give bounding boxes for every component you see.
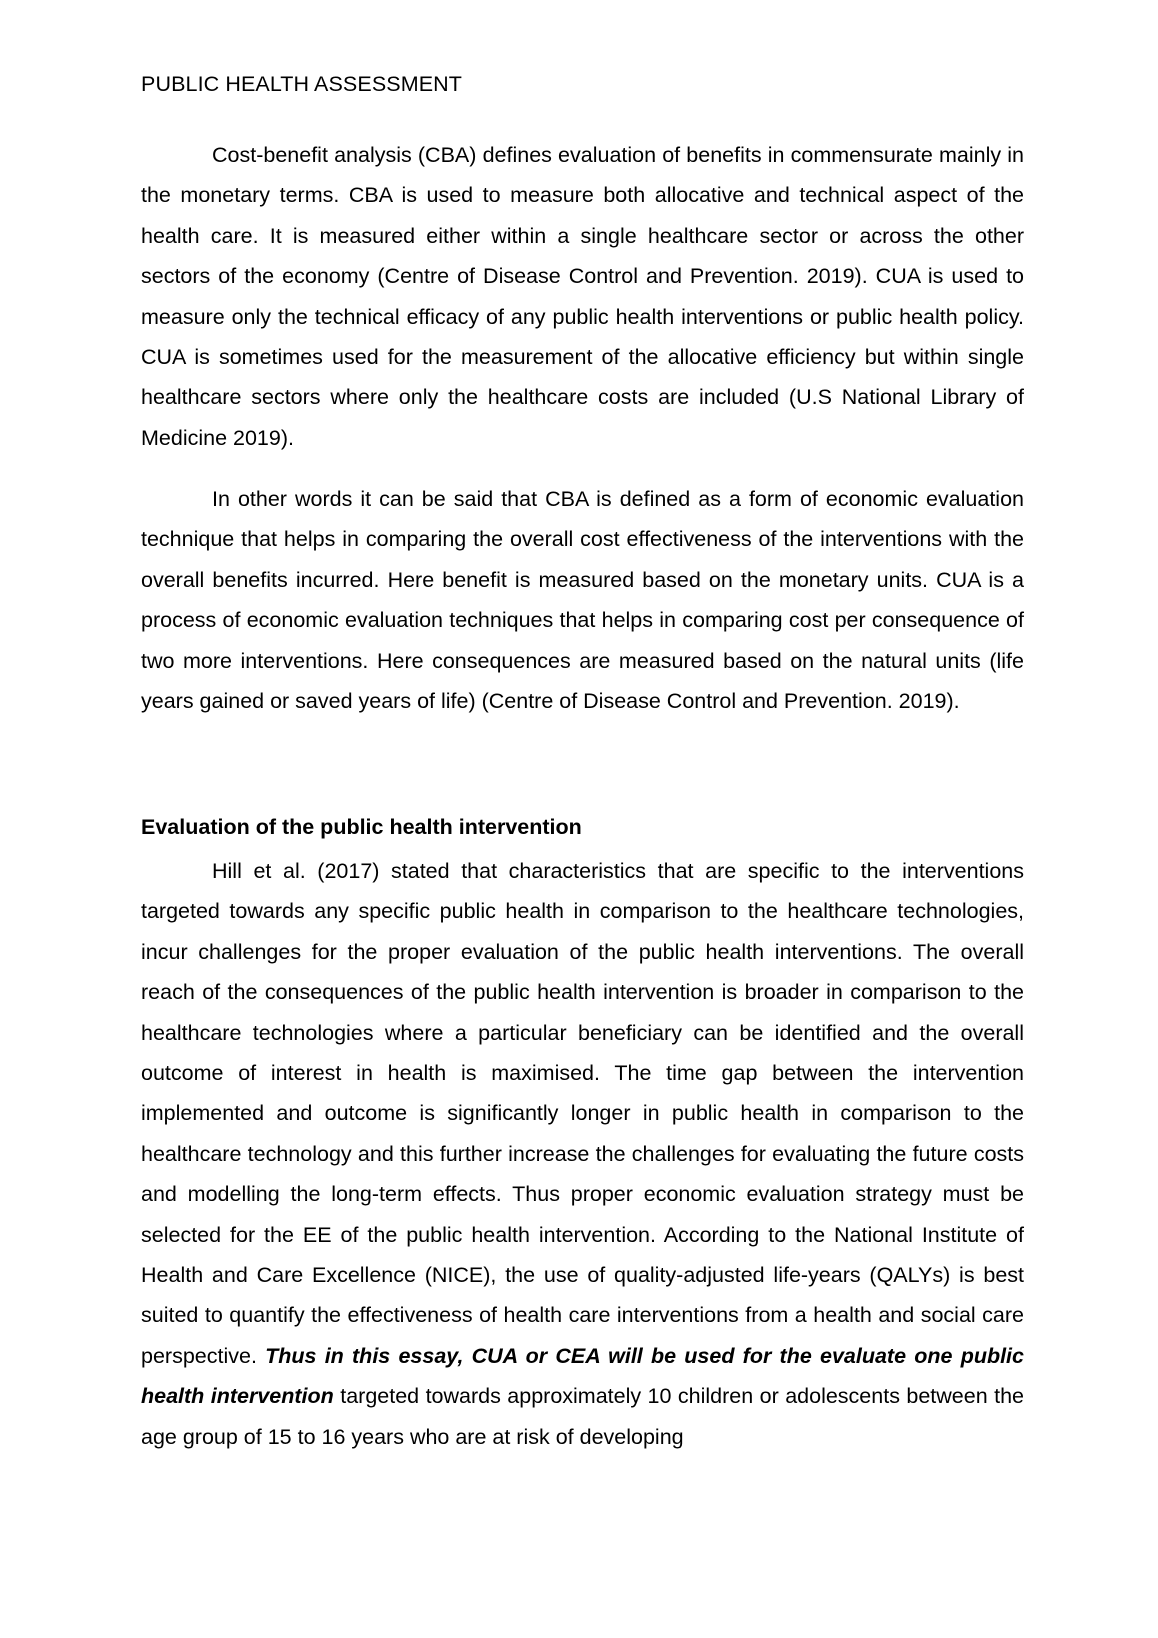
paragraph-evaluation bbox=[141, 851, 1024, 1457]
paragraph-text-start: Hill et al. (2017) stated that characteristics that are specific to the interventions targeted towards any specific public health in comparison to the healthcare technologies, incur challenges for the proper evaluation of the public health interventions. The overall reach of the consequences of the public health intervention is broader in comparison to the healthcare technologies where a particular beneficiary can be identified and the overall outcome of interest in health is maximised. The time gap between the intervention implemented and outcome is significantly longer in public health in comparison to the healthcare technology and this further increase the challenges for evaluating the future costs and modelling the long-term effects. Thus proper economic evaluation strategy must be selected for the EE of the public health intervention. According to the National Institute of Health and Care Excellence (NICE), the use of quality-adjusted life-years (QALYs) is best suited to quantify the effectiveness of health care interventions from a health and social care perspective. bbox=[141, 859, 1024, 1368]
emphasized-statement: Thus in this essay, CUA or CEA will be used for the evaluate one public health intervention bbox=[141, 1343, 1024, 1409]
section-heading: Evaluation of the public health intervention bbox=[141, 815, 582, 839]
paragraph-text bbox=[141, 851, 1024, 1457]
running-header: PUBLIC HEALTH ASSESSMENT bbox=[141, 72, 463, 96]
paragraph-text: Cost-benefit analysis (CBA) defines evaluation of benefits in commensurate mainly in the monetary terms. CBA is used to measure both allocative and technical aspect of the health care. It is measured either within a single healthcare sector or across the other sectors of the economy (Centre of Disease Control and Prevention. 2019). CUA is used to measure only the technical efficacy of any public health interventions or public health policy. CUA is sometimes used for the measurement of the allocative efficiency but within single healthcare sectors where only the healthcare costs are included (U.S National Library of Medicine 2019). bbox=[141, 143, 1024, 450]
paragraph-text-end: targeted towards approximately 10 children or adolescents between the age group of 15 to 16 years who are at risk of developing bbox=[141, 1384, 1024, 1449]
paragraph-text: In other words it can be said that CBA is defined as a form of economic evaluation technique that helps in comparing the overall cost effectiveness of the interventions with the overall benefits incurred. Here benefit is measured based on the monetary units. CUA is a process of economic evaluation techniques that helps in comparing cost per consequence of two more interventions. Here consequences are measured based on the natural units (life years gained or saved years of life) (Centre of Disease Control and Prevention. 2019). bbox=[141, 487, 1024, 714]
paragraph-cba-definition bbox=[141, 135, 1024, 458]
paragraph-cba-cua-comparison bbox=[141, 479, 1024, 721]
